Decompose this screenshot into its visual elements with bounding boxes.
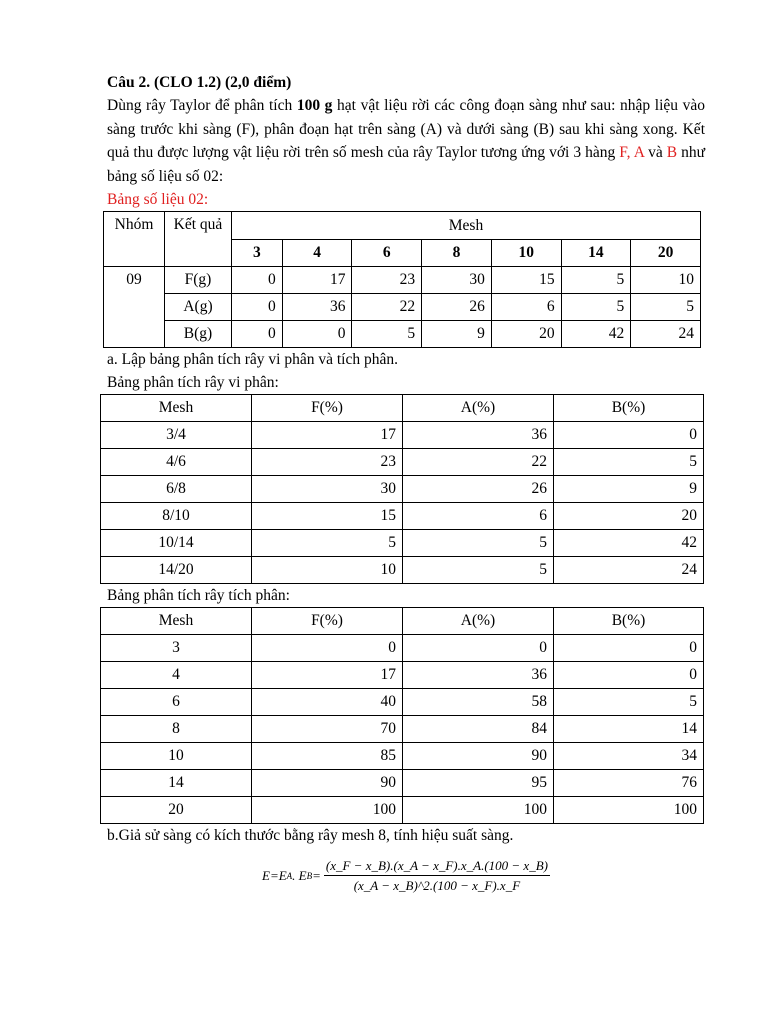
intro-text-3: và: [644, 144, 667, 161]
cell: 90: [252, 770, 403, 797]
intro-text-1: Dùng rây Taylor để phân tích: [107, 97, 297, 114]
cell: 100: [252, 797, 403, 824]
intro-mass: 100 g: [296, 97, 333, 114]
cell: 17: [282, 267, 352, 294]
cell: 5: [561, 294, 631, 321]
cell: 10: [631, 267, 701, 294]
cell: 10: [101, 743, 252, 770]
cell: 6: [491, 294, 561, 321]
question-heading: Câu 2. (CLO 1.2) (2,0 điểm): [107, 74, 292, 91]
cell: 5: [403, 557, 554, 584]
diff-table-title: Bảng phân tích rây vi phân:: [107, 374, 279, 391]
intro-text-2: hạt vật liệu rời các công đoạn sàng như sau: nhập liệu vào sàng trước khi sàng (F), phân đoạn hạt trên sàng (A) và dưới sàng (B) sau khi sàng xong. Kết quả thu được lượng vật liệu rời trên số mesh của rây Taylor tương ứng với 3 hàng: [107, 97, 705, 161]
cell: 0: [232, 294, 283, 321]
formula-sub-b: B: [306, 871, 313, 881]
mesh-col: 6: [352, 240, 422, 267]
cell: 26: [403, 476, 554, 503]
result-header: Kết quả: [165, 212, 232, 267]
document-page: [107, 72, 705, 847]
cell: 20: [101, 797, 252, 824]
mesh-col: 4: [282, 240, 352, 267]
table-row: [101, 635, 704, 662]
cell: 30: [422, 267, 492, 294]
data-table: [103, 211, 701, 348]
table-row: [101, 449, 704, 476]
cell: 36: [403, 662, 554, 689]
header-cell: F(%): [252, 395, 403, 422]
cell: 10: [252, 557, 403, 584]
cell: 8/10: [101, 503, 252, 530]
cell: 6: [403, 503, 554, 530]
cell: 0: [282, 321, 352, 348]
cell: 6/8: [101, 476, 252, 503]
table-row: [101, 689, 704, 716]
cell: 36: [282, 294, 352, 321]
table-row: [101, 716, 704, 743]
cell: 5: [561, 267, 631, 294]
cell: 15: [252, 503, 403, 530]
mesh-col: 20: [631, 240, 701, 267]
cell: 23: [252, 449, 403, 476]
formula-dot: . E: [292, 868, 307, 883]
table-row: [101, 422, 704, 449]
cell: 4: [101, 662, 252, 689]
cell: 22: [403, 449, 554, 476]
table-row: [101, 476, 704, 503]
cell: 0: [554, 662, 704, 689]
cell: 40: [252, 689, 403, 716]
cell: 100: [403, 797, 554, 824]
cell: 42: [554, 530, 704, 557]
cell: 0: [232, 321, 283, 348]
intro-paragraph: [107, 94, 705, 188]
header-cell: Mesh: [101, 395, 252, 422]
formula-fraction: [324, 858, 550, 894]
table-row: [101, 743, 704, 770]
cell: 3/4: [101, 422, 252, 449]
row-label: A(g): [165, 294, 232, 321]
cell: 14/20: [101, 557, 252, 584]
cell: 15: [491, 267, 561, 294]
header-cell: A(%): [403, 608, 554, 635]
cell: 17: [252, 422, 403, 449]
header-cell: Mesh: [101, 608, 252, 635]
group-header: Nhóm: [104, 212, 165, 267]
cell: 14: [554, 716, 704, 743]
cell: 5: [554, 449, 704, 476]
table-row: [101, 662, 704, 689]
cell: 5: [631, 294, 701, 321]
cell: 26: [422, 294, 492, 321]
cell: 23: [352, 267, 422, 294]
table-row: [104, 267, 701, 294]
intro-text-4: như bảng số liệu số 02:: [107, 144, 705, 185]
cum-table-title: Bảng phân tích rây tích phân:: [107, 587, 290, 604]
cell: 5: [252, 530, 403, 557]
cell: 0: [232, 267, 283, 294]
intro-red-b: B: [666, 144, 678, 161]
cell: 70: [252, 716, 403, 743]
cell: 76: [554, 770, 704, 797]
table-row: [104, 294, 701, 321]
cell: 0: [554, 635, 704, 662]
cell: 8: [101, 716, 252, 743]
header-cell: F(%): [252, 608, 403, 635]
table-row: [101, 503, 704, 530]
cell: 0: [252, 635, 403, 662]
group-cell: 09: [104, 267, 165, 348]
cell: 95: [403, 770, 554, 797]
table-row: [101, 530, 704, 557]
table-row: [101, 557, 704, 584]
cell: 24: [631, 321, 701, 348]
mesh-header: Mesh: [232, 212, 701, 240]
cell: 5: [554, 689, 704, 716]
mesh-col: 14: [561, 240, 631, 267]
cell: 20: [491, 321, 561, 348]
cell: 0: [403, 635, 554, 662]
formula-eq: =: [312, 868, 321, 883]
cell: 4/6: [101, 449, 252, 476]
cell: 9: [422, 321, 492, 348]
cum-table: [100, 607, 704, 824]
cell: 0: [554, 422, 704, 449]
cell: 100: [554, 797, 704, 824]
part-a-text: a. Lập bảng phân tích rây vi phân và tích phân.: [107, 351, 398, 368]
formula-lhs: E=E: [262, 868, 287, 883]
header-cell: A(%): [403, 395, 554, 422]
formula-numerator: (x_F − x_B).(x_A − x_F).x_A.(100 − x_B): [324, 858, 550, 876]
cell: 36: [403, 422, 554, 449]
mesh-col: 8: [422, 240, 492, 267]
cell: 34: [554, 743, 704, 770]
cell: 3: [101, 635, 252, 662]
cell: 30: [252, 476, 403, 503]
cell: 20: [554, 503, 704, 530]
header-cell: B(%): [554, 395, 704, 422]
cell: 42: [561, 321, 631, 348]
row-label: F(g): [165, 267, 232, 294]
cell: 5: [352, 321, 422, 348]
table-row: [101, 770, 704, 797]
cell: 58: [403, 689, 554, 716]
cell: 85: [252, 743, 403, 770]
formula-denominator: (x_A − x_B)^2.(100 − x_F).x_F: [353, 878, 521, 893]
mesh-col: 10: [491, 240, 561, 267]
cell: 14: [101, 770, 252, 797]
diff-table: [100, 394, 704, 584]
cell: 9: [554, 476, 704, 503]
table-row: [104, 321, 701, 348]
cell: 90: [403, 743, 554, 770]
cell: 10/14: [101, 530, 252, 557]
row-label: B(g): [165, 321, 232, 348]
table-row: [101, 797, 704, 824]
cell: 6: [101, 689, 252, 716]
cell: 5: [403, 530, 554, 557]
cell: 17: [252, 662, 403, 689]
mesh-col: 3: [232, 240, 283, 267]
data-table-title: Bảng số liệu 02:: [107, 191, 209, 208]
cell: 84: [403, 716, 554, 743]
intro-red-fa: F, A: [619, 144, 645, 161]
cell: 22: [352, 294, 422, 321]
header-cell: B(%): [554, 608, 704, 635]
formula-sub-a: A: [286, 871, 293, 881]
efficiency-formula: [262, 858, 550, 894]
part-b-text: b.Giả sử sàng có kích thước bằng rây mesh 8, tính hiệu suất sàng.: [107, 827, 514, 844]
cell: 24: [554, 557, 704, 584]
